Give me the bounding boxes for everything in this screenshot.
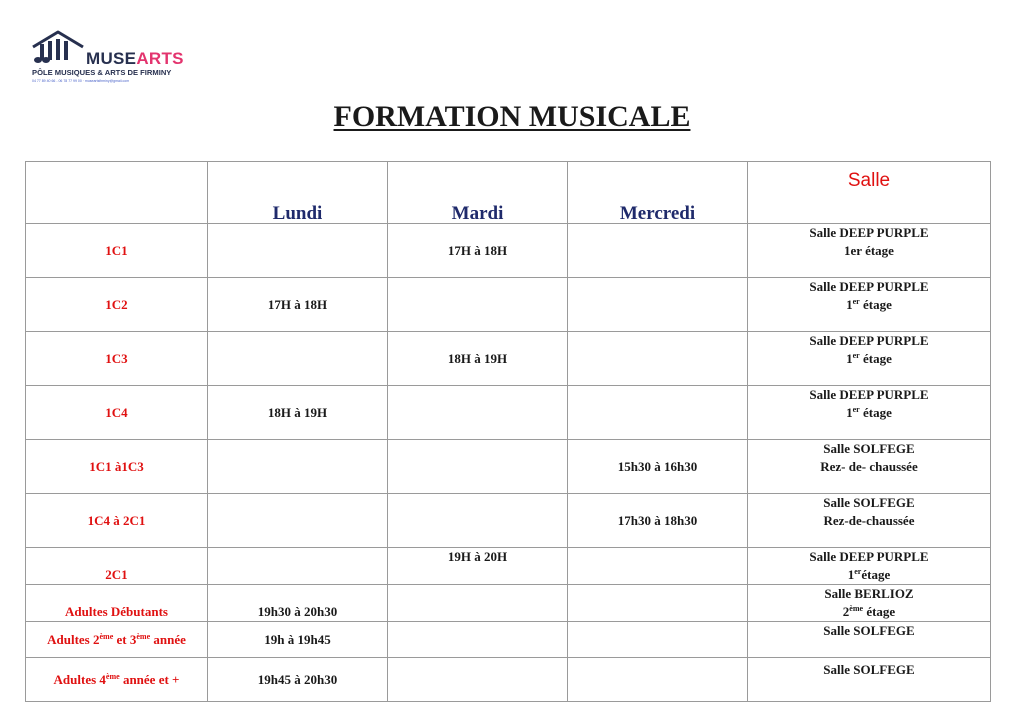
floor-word: étage [861,567,891,582]
floor-word: étage [859,405,892,420]
class-cell: 1C3 [26,332,208,386]
room-floor [748,603,990,621]
mardi-cell: 19H à 20H [388,548,568,585]
class-suffix: ème [105,671,120,681]
floor-number: 1 [846,297,853,312]
room-cell [748,440,991,494]
mardi-cell [388,494,568,548]
logo-contact: 04 77 89 40 66 - 06 78 77 99 00 · museartsfirminy@gmail.com [32,79,130,83]
mercredi-cell [568,622,748,658]
logo-name-part1: MUSE [86,49,137,68]
table-row [26,622,991,658]
logo-subtitle: PÔLE MUSIQUES & ARTS DE FIRMINY [32,68,172,77]
mercredi-cell [568,224,748,278]
class-cell: 1C4 à 2C1 [26,494,208,548]
mardi-cell: 18H à 19H [388,332,568,386]
class-cell [26,658,208,702]
lundi-cell [208,440,388,494]
lundi-cell: 17H à 18H [208,278,388,332]
room-floor [748,350,990,368]
class-suffix: ème [99,631,114,641]
room-name: Salle DEEP PURPLE [809,333,929,348]
lundi-cell: 18H à 19H [208,386,388,440]
room-name: Salle DEEP PURPLE [809,549,929,564]
table-row [26,332,991,386]
floor-suffix: er [854,567,862,576]
logo-name-part2: ARTS [136,49,184,68]
table-row [26,585,991,622]
room-name: Salle DEEP PURPLE [809,279,929,294]
lundi-cell [208,332,388,386]
house-piano-logo-icon [30,30,86,64]
floor-suffix: er [852,297,860,306]
room-name: Salle BERLIOZ [824,586,914,601]
room-floor [748,404,990,422]
mardi-cell [388,440,568,494]
room-cell [748,224,991,278]
header-salle: Salle [748,162,991,224]
room-cell [748,585,991,622]
table-row [26,494,991,548]
class-text: Adultes 4 [53,671,106,687]
floor-word: étage [863,604,896,619]
class-cell: 1C1 [26,224,208,278]
class-cell: 1C1 à1C3 [26,440,208,494]
mercredi-cell [568,658,748,702]
class-cell: 2C1 [26,548,208,585]
room-cell [748,658,991,702]
table-row [26,386,991,440]
lundi-cell [208,494,388,548]
mercredi-cell: 15h30 à 16h30 [568,440,748,494]
room-name: Salle DEEP PURPLE [809,225,929,240]
museearts-logo [30,30,190,90]
floor-suffix: ème [849,604,864,613]
page-title-text: FORMATION MUSICALE [333,100,691,133]
lundi-cell: 19h à 19h45 [208,622,388,658]
table-row [26,224,991,278]
header-mardi: Mardi [388,162,568,224]
room-name: Salle SOLFEGE [823,662,915,677]
room-cell [748,494,991,548]
table-row [26,548,991,585]
floor-suffix: er [852,351,860,360]
mercredi-cell [568,386,748,440]
mercredi-cell [568,278,748,332]
floor-number: 1 [846,405,853,420]
header-lundi: Lundi [208,162,388,224]
room-floor: 1er étage [844,243,894,258]
mardi-cell [388,278,568,332]
class-cell [26,622,208,658]
schedule-table [25,161,991,702]
header-empty [26,162,208,224]
floor-number: 2 [842,604,850,619]
class-cell: 1C2 [26,278,208,332]
room-name: Salle SOLFEGE [823,441,915,456]
room-name: Salle SOLFEGE [823,495,915,510]
class-text: Adultes 2 [47,631,100,647]
room-floor [748,566,990,584]
room-name: Salle SOLFEGE [823,623,915,638]
table-row [26,440,991,494]
class-suffix: ème [136,631,151,641]
lundi-cell [208,548,388,585]
mardi-cell [388,658,568,702]
class-text: et 3 [113,631,137,647]
class-text: année [150,631,186,647]
mardi-cell [388,622,568,658]
floor-word: étage [859,297,892,312]
room-cell [748,278,991,332]
mardi-cell [388,585,568,622]
logo-name [86,50,184,68]
floor-word: étage [859,351,892,366]
floor-number: 1 [846,351,853,366]
mercredi-cell [568,332,748,386]
class-cell: 1C4 [26,386,208,440]
mercredi-cell: 17h30 à 18h30 [568,494,748,548]
room-floor: Rez-de-chaussée [823,513,915,528]
room-cell [748,332,991,386]
table-header-row [26,162,991,224]
room-cell [748,622,991,658]
room-cell [748,548,991,585]
class-cell: Adultes Débutants [26,585,208,622]
floor-suffix: er [852,405,860,414]
room-floor [748,296,990,314]
header-mercredi: Mercredi [568,162,748,224]
mardi-cell [388,386,568,440]
room-floor: Rez- de- chaussée [820,459,918,474]
page-title [0,100,1024,134]
room-name: Salle DEEP PURPLE [809,387,929,402]
mercredi-cell [568,548,748,585]
table-row [26,278,991,332]
table-row [26,658,991,702]
lundi-cell: 19h30 à 20h30 [208,585,388,622]
mardi-cell: 17H à 18H [388,224,568,278]
floor-number: 1 [847,567,855,582]
lundi-cell [208,224,388,278]
room-cell [748,386,991,440]
mercredi-cell [568,585,748,622]
lundi-cell: 19h45 à 20h30 [208,658,388,702]
class-text: année et + [119,671,180,687]
